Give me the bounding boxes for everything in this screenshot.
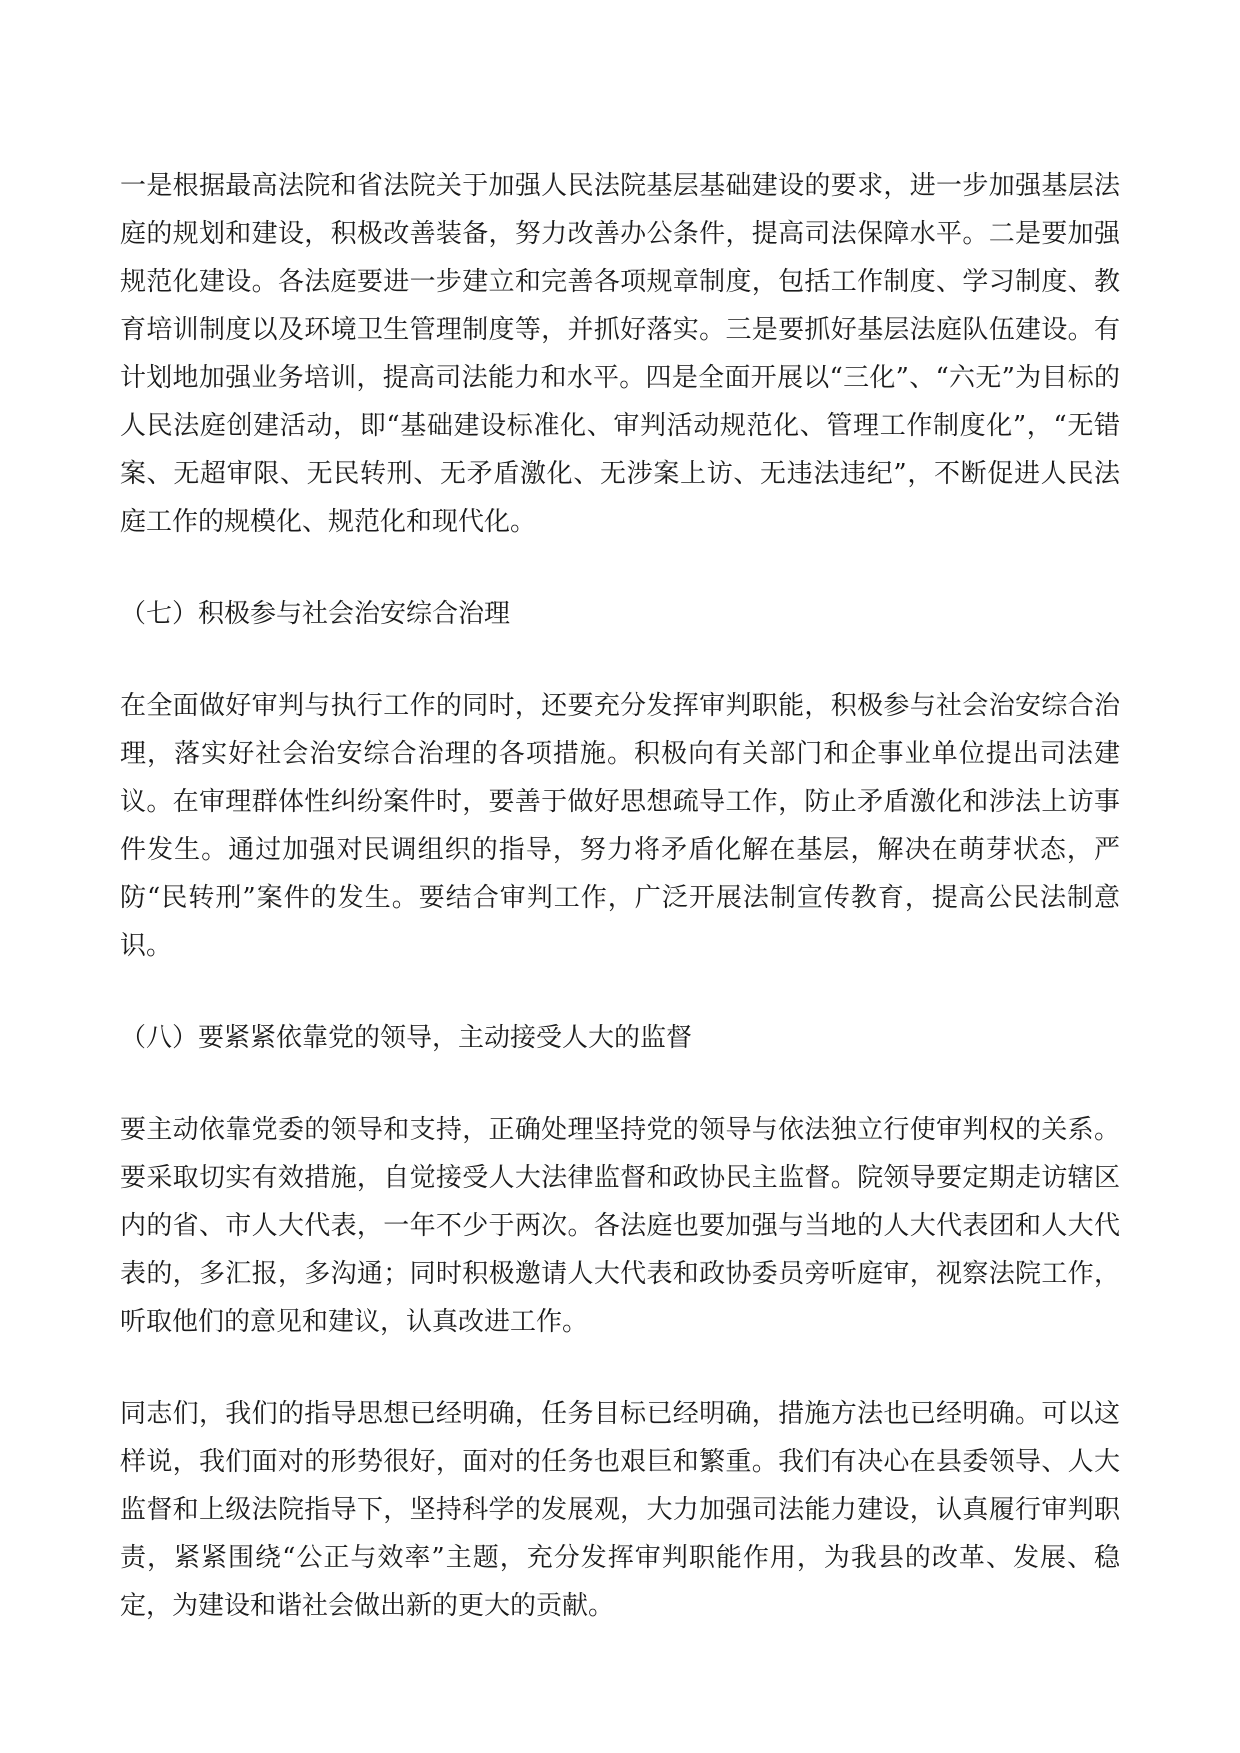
section-heading-7: （七）积极参与社会治安综合治理 (120, 599, 511, 629)
paragraph-closing: 同志们，我们的指导思想已经明确，任务目标已经明确，措施方法也已经明确。可以这样说，我们面对的形势很好，面对的任务也艰巨和繁重。我们有决心在县委领导、人大监督和上级法院指导下，坚持科学的发展观，大力加强司法能力建设，认真履行审判职责，紧紧围绕“公正与效率”主题，充分发挥审判职能作用，为我县的改革、发展、稳定，为建设和谐社会做出新的更大的贡献。 (120, 1399, 1120, 1621)
document-page (120, 162, 1120, 1630)
paragraph-grassroots-courts: 一是根据最高法院和省法院关于加强人民法院基层基础建设的要求，进一步加强基层法庭的规划和建设，积极改善装备，努力改善办公条件，提高司法保障水平。二是要加强规范化建设。各法庭要进一步建立和完善各项规章制度，包括工作制度、学习制度、教育培训制度以及环境卫生管理制度等，并抓好落实。三是要抓好基层法庭队伍建设。有计划地加强业务培训，提高司法能力和水平。四是全面开展以“三化”、“六无”为目标的人民法庭创建活动，即“基础建设标准化、审判活动规范化、管理工作制度化”，“无错案、无超审限、无民转刑、无矛盾激化、无涉案上访、无违法违纪”，不断促进人民法庭工作的规模化、规范化和现代化。 (120, 171, 1120, 537)
section-heading-8: （八）要紧紧依靠党的领导，主动接受人大的监督 (120, 1023, 693, 1053)
paragraph-public-security: 在全面做好审判与执行工作的同时，还要充分发挥审判职能，积极参与社会治安综合治理，落实好社会治安综合治理的各项措施。积极向有关部门和企事业单位提出司法建议。在审理群体性纠纷案件时，要善于做好思想疏导工作，防止矛盾激化和涉法上访事件发生。通过加强对民调组织的指导，努力将矛盾化解在基层，解决在萌芽状态，严防“民转刑”案件的发生。要结合审判工作，广泛开展法制宣传教育，提高公民法制意识。 (120, 691, 1120, 961)
paragraph-party-leadership: 要主动依靠党委的领导和支持，正确处理坚持党的领导与依法独立行使审判权的关系。要采取切实有效措施，自觉接受人大法律监督和政协民主监督。院领导要定期走访辖区内的省、市人大代表，一年不少于两次。各法庭也要加强与当地的人大代表团和人大代表的，多汇报，多沟通；同时积极邀请人大代表和政协委员旁听庭审，视察法院工作，听取他们的意见和建议，认真改进工作。 (120, 1115, 1120, 1337)
